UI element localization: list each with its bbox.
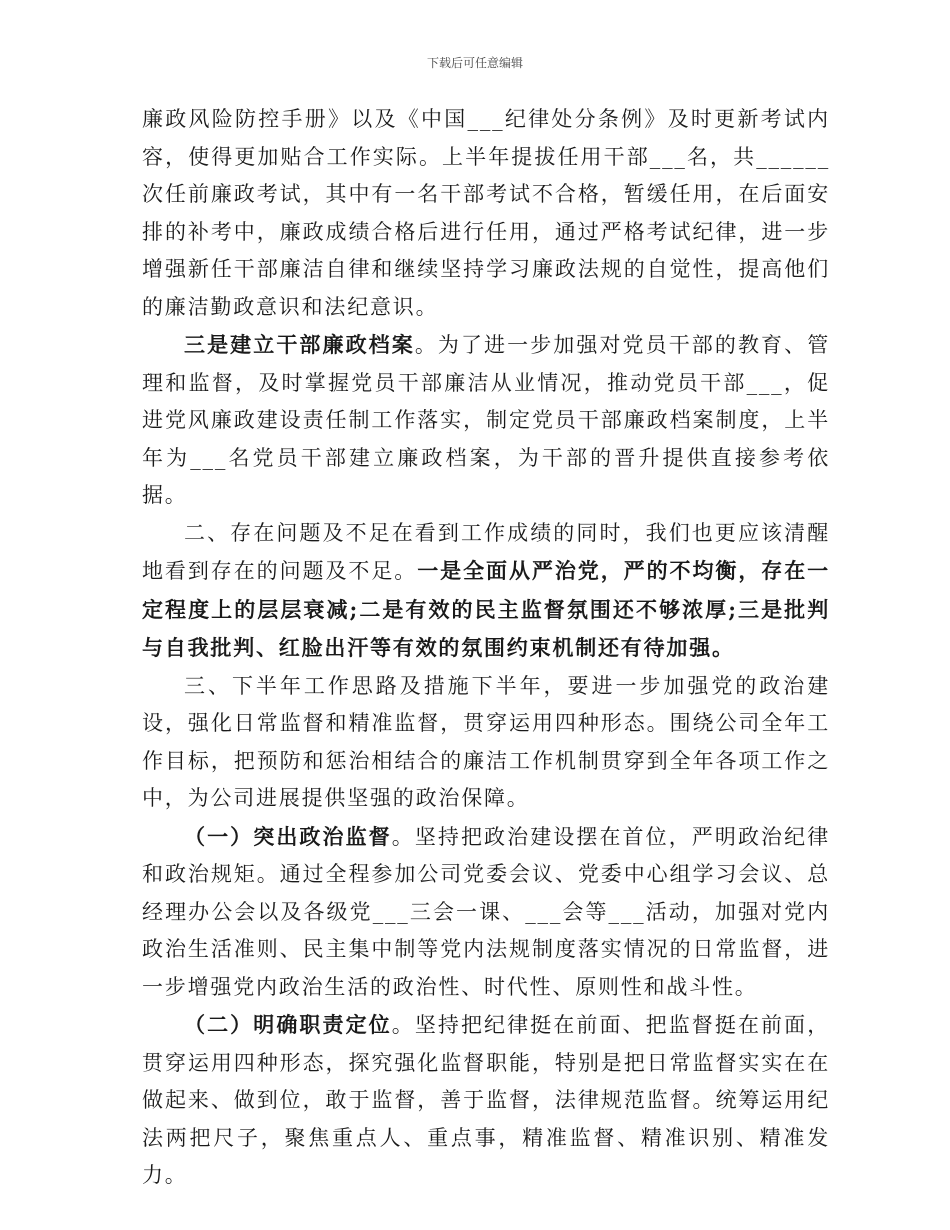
paragraph-1	[142, 101, 830, 326]
paragraph-2	[142, 326, 830, 515]
paragraph-text: 二、存在问题及不足在看到工作成绩的同时，我们也更应该清醒地看到存在的问题及不足。	[142, 520, 830, 583]
paragraph-text: 。坚持把纪律挺在前面、把监督挺在前面，贯穿运用四种形态，探究强化监督职能，特别是把日常监督实实在在做起来、做到位，敢于监督，善于监督，法律规范监督。统筹运用纪法两把尺子，聚焦重点人、重点事，精准监督、精准识别、精准发力。	[142, 1013, 830, 1187]
paragraph-3	[142, 515, 830, 668]
paragraph-text: 。坚持把政治建设摆在首位，严明政治纪律和政治规矩。通过全程参加公司党委会议、党委中心组学习会议、总经理办公会以及各级党___三会一课、___会等___活动，加强对党内政治生活准则、民主集中制等党内法规制度落实情况的日常监督，进一步增强党内政治生活的政治性、时代性、原则性和战斗性。	[142, 824, 830, 999]
paragraph-6	[142, 1006, 830, 1195]
paragraph-heading: 三是建立干部廉政档案	[184, 332, 415, 357]
document-body	[142, 101, 830, 1195]
paragraph-5	[142, 818, 830, 1007]
paragraph-text: 三、下半年工作思路及措施下半年，要进一步加强党的政治建设，强化日常监督和精准监督，贯穿运用四种形态。围绕公司全年工作目标，把预防和惩治相结合的廉洁工作机制贯穿到全年各项工作之中，为公司进展提供坚强的政治保障。	[142, 673, 830, 810]
paragraph-text: 。为了进一步加强对党员干部的教育、管理和监督，及时掌握党员干部廉洁从业情况，推动党员干部___，促进党风廉政建设责任制工作落实，制定党员干部廉政档案制度，上半年为___名党员干部建立廉政档案，为干部的晋升提供直接参考依据。	[142, 333, 830, 507]
paragraph-text: 廉政风险防控手册》以及《中国___纪律处分条例》及时更新考试内容，使得更加贴合工作实际。上半年提拔任用干部___名，共______次任前廉政考试，其中有一名干部考试不合格，暂缓任用，在后面安排的补考中，廉政成绩合格后进行任用，通过严格考试纪律，进一步增强新任干部廉洁自律和继续坚持学习廉政法规的自觉性，提高他们的廉洁勤政意识和法纪意识。	[142, 107, 830, 319]
paragraph-4	[142, 668, 830, 818]
paragraph-heading: （二）明确职责定位	[184, 1012, 392, 1037]
page-header: 下载后可任意编辑	[426, 56, 523, 70]
paragraph-heading: （一）突出政治监督	[184, 823, 392, 849]
paragraph-emphasis: 一是全面从严治党，严的不均衡，存在一定程度上的层层衰减;二是有效的民主监督氛围还不够浓厚;三是批判与自我批判、红脸出汗等有效的氛围约束机制还有待加强。	[142, 558, 830, 660]
